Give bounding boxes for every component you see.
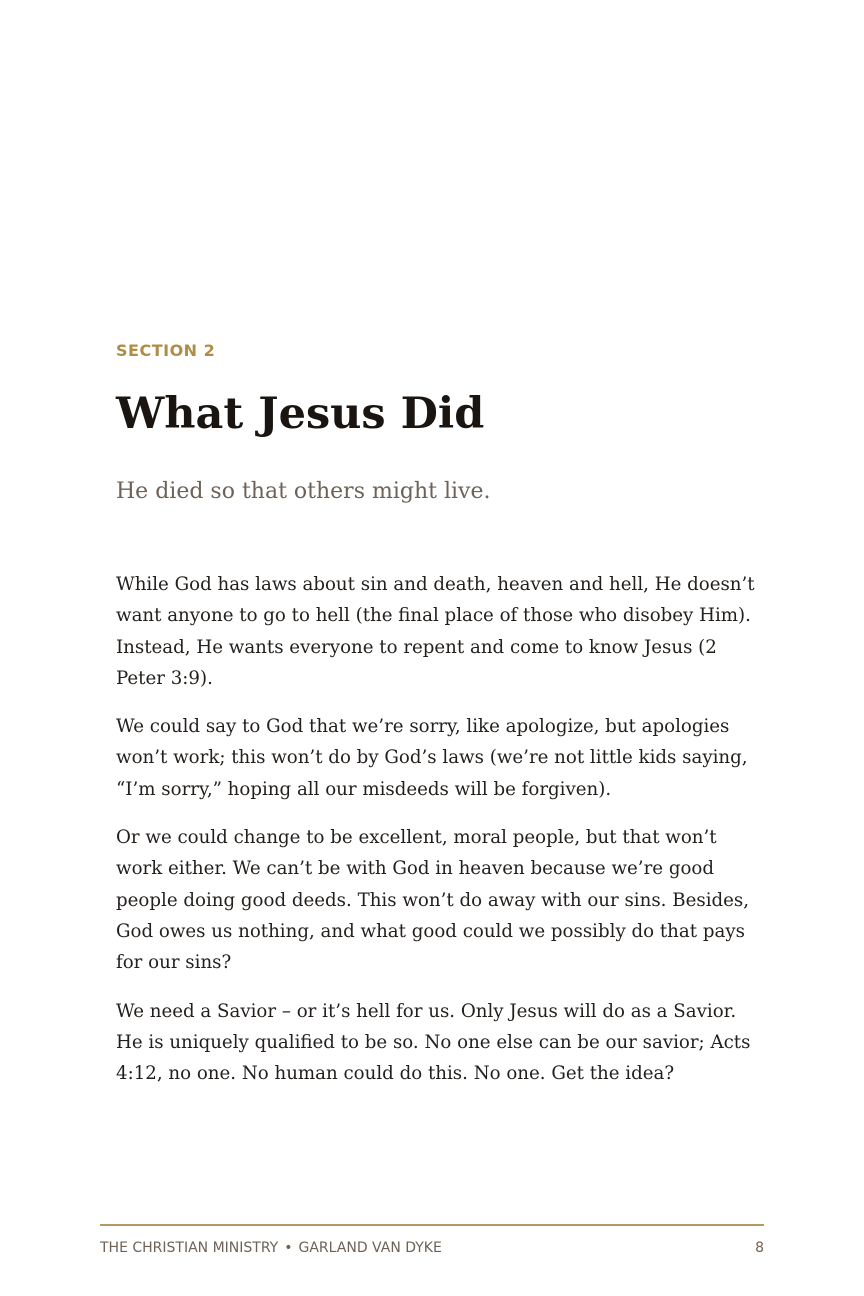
page-number: 8 — [755, 1240, 764, 1256]
page-title: What Jesus Did — [116, 389, 485, 439]
paragraph: We could say to God that we’re sorry, like apologize, but apologies won’t work; this won’t do by God’s laws (we’re not little kids saying, “I’m sorry,” hoping all our misdeeds will be forgiven). — [116, 716, 748, 800]
paragraph: While God has laws about sin and death, heaven and hell, He doesn’t want anyone to go to hell (the final place of those who disobey Him). Instead, He wants everyone to repent and come to know Jesus (2 Peter 3:9). — [116, 574, 755, 689]
footer-publication: THE CHRISTIAN MINISTRY — [100, 1240, 279, 1256]
running-footer — [100, 1240, 442, 1256]
paragraph: We need a Savior – or it’s hell for us. Only Jesus will do as a Savior. He is uniquely qualified to be so. No one else can be our savior; Acts 4:12, no one. No human could do this. No one. Get the idea? — [116, 1000, 751, 1085]
footer-divider — [100, 1224, 764, 1226]
footer-author: GARLAND VAN DYKE — [298, 1240, 442, 1256]
page-subtitle: He died so that others might live. — [116, 479, 491, 504]
section-label: SECTION 2 — [116, 341, 216, 360]
paragraph: Or we could change to be excellent, moral people, but that won’t work either. We can’t be with God in heaven because we’re good people doing good deeds. This won’t do away with our sins. Besides, God owes us nothing, and what good could we possibly do that pays for our sins? — [116, 827, 750, 974]
footer-separator: • — [284, 1240, 293, 1256]
body-text — [116, 569, 756, 1106]
